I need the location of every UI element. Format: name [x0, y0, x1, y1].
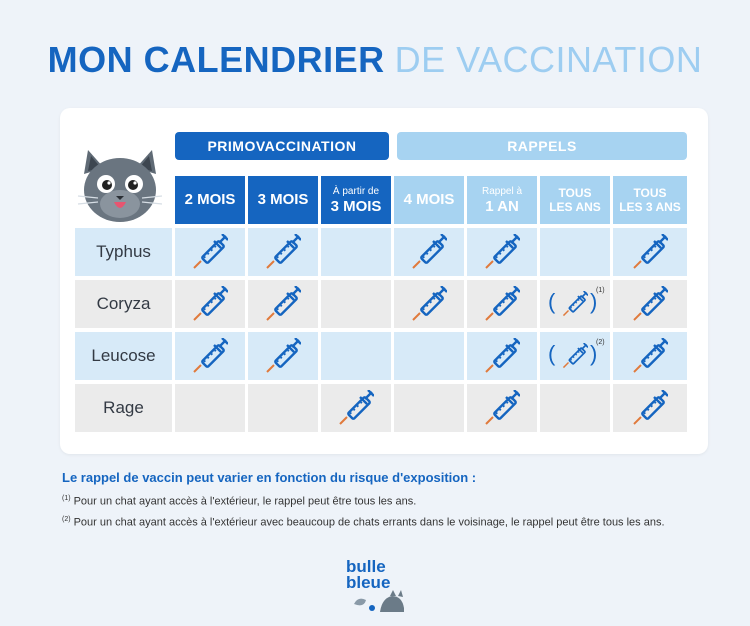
row-label-leucose: Leucose	[75, 332, 172, 380]
paren-open: (	[548, 341, 556, 366]
col-2-mois: 2 MOIS	[175, 176, 245, 224]
col-tous-les-ans	[540, 176, 610, 224]
page-title	[0, 38, 750, 82]
cell-leucose-2	[248, 332, 318, 380]
syringe-icon	[265, 234, 301, 270]
cell-leucose-3	[321, 332, 391, 380]
syringe-icon	[562, 291, 588, 317]
syringe-icon	[484, 390, 520, 426]
note-2	[62, 516, 742, 529]
syringe-icon	[484, 286, 520, 322]
syringe-icon	[411, 286, 447, 322]
note-2-text: Pour un chat ayant accès à l'extérieur avec beaucoup de chats errants dans le voisinage, le rappel peut être tous les ans.	[73, 516, 665, 529]
group-rappels: RAPPELS	[397, 132, 687, 160]
cell-rage-3	[321, 384, 391, 432]
cell-coryza-6	[540, 280, 610, 328]
cell-coryza-1	[175, 280, 245, 328]
col-tous-les-3-ans-top: TOUS	[633, 186, 667, 200]
note-1	[62, 495, 742, 508]
col-3-mois: 3 MOIS	[248, 176, 318, 224]
paren-open: (	[548, 289, 556, 314]
syringe-icon	[192, 338, 228, 374]
syringe-icon	[192, 286, 228, 322]
cell-leucose-6	[540, 332, 610, 380]
cell-leucose-5	[467, 332, 537, 380]
syringe-icon	[632, 286, 668, 322]
cell-coryza-4	[394, 280, 464, 328]
row-label-rage: Rage	[75, 384, 172, 432]
note-1-text: Pour un chat ayant accès à l'extérieur, le rappel peut être tous les ans.	[73, 495, 417, 508]
col-partir-3-mois-bottom: 3 MOIS	[330, 197, 382, 215]
col-4-mois: 4 MOIS	[394, 176, 464, 224]
col-rappel-1-an-top: Rappel à	[481, 185, 523, 197]
cell-typhus-5	[467, 228, 537, 276]
cell-typhus-7	[613, 228, 687, 276]
cell-leucose-4	[394, 332, 464, 380]
cell-typhus-2	[248, 228, 318, 276]
cell-rage-2	[248, 384, 318, 432]
col-tous-les-ans-bottom: LES ANS	[549, 200, 601, 214]
col-tous-les-3-ans-bottom: LES 3 ANS	[619, 200, 681, 214]
cell-coryza-3	[321, 280, 391, 328]
notes-heading: Le rappel de vaccin peut varier en fonction du risque d'exposition :	[62, 470, 477, 485]
syringe-icon	[265, 286, 301, 322]
col-tous-les-3-ans	[613, 176, 687, 224]
cell-rage-7	[613, 384, 687, 432]
cell-rage-4	[394, 384, 464, 432]
cell-coryza-7	[613, 280, 687, 328]
syringe-icon	[411, 234, 447, 270]
logo-word-2: bleue	[346, 573, 391, 592]
cell-typhus-3	[321, 228, 391, 276]
syringe-icon	[632, 390, 668, 426]
paren-close: )	[590, 289, 598, 314]
title-part2: DE VACCINATION	[394, 39, 703, 80]
syringe-icon	[192, 234, 228, 270]
syringe-icon	[562, 343, 588, 369]
group-primovaccination: PRIMOVACCINATION	[175, 132, 389, 160]
col-rappel-1-an	[467, 176, 537, 224]
title-part1: MON CALENDRIER	[47, 39, 385, 80]
syringe-icon	[484, 338, 520, 374]
syringe-icon	[632, 338, 668, 374]
notes-section	[62, 470, 742, 536]
row-label-coryza: Coryza	[75, 280, 172, 328]
footnote-mark: (2)	[596, 339, 605, 346]
cell-typhus-6	[540, 228, 610, 276]
col-partir-3-mois-top: À partir de	[332, 185, 380, 197]
cell-rage-6	[540, 384, 610, 432]
cell-rage-1	[175, 384, 245, 432]
syringe-icon	[338, 390, 374, 426]
syringe-icon	[265, 338, 301, 374]
note-1-mark: (1)	[62, 495, 71, 502]
syringe-icon	[484, 234, 520, 270]
bulle-bleue-logo	[340, 556, 412, 614]
cell-typhus-1	[175, 228, 245, 276]
cell-leucose-1	[175, 332, 245, 380]
row-label-typhus: Typhus	[75, 228, 172, 276]
footnote-mark: (1)	[596, 287, 605, 294]
cell-coryza-5	[467, 280, 537, 328]
note-2-mark: (2)	[62, 515, 71, 523]
cell-coryza-2	[248, 280, 318, 328]
paren-close: )	[590, 341, 598, 366]
col-partir-3-mois	[321, 176, 391, 224]
col-tous-les-ans-top: TOUS	[558, 186, 592, 200]
logo-word-1: bulle	[346, 557, 386, 576]
cell-rage-5	[467, 384, 537, 432]
col-rappel-1-an-bottom: 1 AN	[485, 197, 519, 215]
cat-illustration	[74, 138, 166, 230]
cell-typhus-4	[394, 228, 464, 276]
syringe-icon	[632, 234, 668, 270]
cell-leucose-7	[613, 332, 687, 380]
